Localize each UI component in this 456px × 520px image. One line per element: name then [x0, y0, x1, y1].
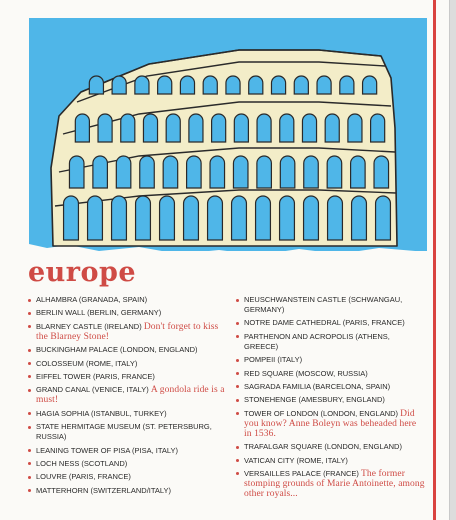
arch-window [280, 114, 294, 142]
arch-window [64, 196, 79, 240]
landmark-name: MATTERHORN (SWITZERLAND/ITALY) [36, 485, 171, 495]
arch-window [143, 114, 157, 142]
landmark-item [28, 472, 226, 482]
arch-window [116, 156, 131, 188]
landmark-name: BERLIN WALL (BERLIN, GERMANY) [36, 308, 162, 318]
arch-window [189, 114, 203, 142]
arch-window [352, 196, 367, 240]
arch-window [158, 76, 172, 94]
landmark-item [28, 385, 226, 405]
landmark-item [28, 295, 226, 305]
arch-window [257, 156, 272, 188]
landmark-list-right [236, 295, 426, 502]
landmark-name: TOWER OF LONDON (LONDON, ENGLAND) [244, 408, 399, 418]
arch-window [325, 114, 339, 142]
landmark-item [236, 442, 426, 452]
landmark-name: STONEHENGE (AMESBURY, ENGLAND) [244, 395, 385, 405]
arch-window [363, 76, 377, 94]
landmark-item [236, 382, 426, 392]
arch-window [121, 114, 135, 142]
arch-window [371, 114, 385, 142]
arch-window [88, 196, 103, 240]
landmark-name: VERSAILLES PALACE (FRANCE) [244, 468, 359, 478]
arch-window [112, 76, 126, 94]
arch-window [203, 76, 217, 94]
arch-window [226, 76, 240, 94]
landmark-item [236, 295, 426, 315]
arch-window [317, 76, 331, 94]
landmark-name: NEUSCHWANSTEIN CASTLE (SCHWANGAU, GERMANY) [244, 295, 403, 314]
arch-window [232, 196, 247, 240]
landmark-name: SAGRADA FAMILIA (BARCELONA, SPAIN) [244, 381, 391, 391]
handwritten-note: Don't forget to kiss the Blarney Stone! [36, 321, 219, 342]
arch-window [160, 196, 175, 240]
landmark-item [28, 459, 226, 469]
landmark-name: VATICAN CITY (ROME, ITALY) [244, 455, 348, 465]
landmark-item [236, 369, 426, 379]
landmark-item [236, 409, 426, 439]
landmark-name: LOCH NESS (SCOTLAND) [36, 458, 128, 468]
landmark-name: NOTRE DAME CATHEDRAL (PARIS, FRANCE) [244, 318, 405, 328]
landmark-name: BLARNEY CASTLE (IRELAND) [36, 321, 142, 331]
landmark-name: GRAND CANAL (VENICE, ITALY) [36, 385, 149, 395]
arch-window [257, 114, 271, 142]
landmark-item [28, 372, 226, 382]
arch-window [234, 114, 248, 142]
page-edge-rule [433, 0, 436, 520]
landmark-item [236, 355, 426, 365]
landmark-item [236, 395, 426, 405]
landmark-item [28, 422, 226, 442]
handwritten-note: Did you know? Anne Boleyn was beheaded here in 1536. [244, 408, 417, 439]
colosseum-illustration [29, 18, 427, 262]
arch-window [233, 156, 248, 188]
section-title: europe [28, 257, 137, 288]
arch-window [135, 76, 149, 94]
landmark-item [236, 318, 426, 328]
landmark-name: EIFFEL TOWER (PARIS, FRANCE) [36, 371, 155, 381]
landmark-item [28, 486, 226, 496]
arch-window [280, 196, 295, 240]
arch-window [351, 156, 366, 188]
landmark-name: BUCKINGHAM PALACE (LONDON, ENGLAND) [36, 345, 198, 355]
arch-window [166, 114, 180, 142]
arch-window [294, 76, 308, 94]
arch-window [304, 196, 319, 240]
arch-window [140, 156, 155, 188]
arch-window [376, 196, 391, 240]
arch-window [256, 196, 271, 240]
landmark-name: RED SQUARE (MOSCOW, RUSSIA) [244, 368, 368, 378]
landmark-item [28, 359, 226, 369]
landmark-item [236, 456, 426, 466]
landmark-item [236, 332, 426, 352]
arch-window [304, 156, 319, 188]
arch-window [180, 76, 194, 94]
landmark-name: LOUVRE (PARIS, FRANCE) [36, 472, 131, 482]
landmark-name: HAGIA SOPHIA (ISTANBUL, TURKEY) [36, 408, 167, 418]
arch-window [187, 156, 202, 188]
landmark-name: STATE HERMITAGE MUSEUM (ST. PETERSBURG, RUSSIA) [36, 422, 212, 442]
arch-window [98, 114, 112, 142]
landmark-item [28, 345, 226, 355]
arch-window [184, 196, 199, 240]
arch-window [374, 156, 389, 188]
arch-window [75, 114, 89, 142]
arch-window [112, 196, 127, 240]
landmark-name: LEANING TOWER OF PISA (PISA, ITALY) [36, 445, 178, 455]
arch-window [340, 76, 354, 94]
arch-window [208, 196, 223, 240]
arch-window [136, 196, 151, 240]
arch-window [212, 114, 226, 142]
arch-window [69, 156, 84, 188]
arch-window [89, 76, 103, 94]
landmark-item [28, 322, 226, 342]
landmark-name: ALHAMBRA (GRANADA, SPAIN) [36, 295, 148, 304]
landmark-name: TRAFALGAR SQUARE (LONDON, ENGLAND) [244, 442, 402, 452]
arch-window [93, 156, 108, 188]
handwritten-note: A gondola ride is a must! [36, 385, 225, 406]
landmark-name: POMPEII (ITALY) [244, 355, 303, 365]
arch-window [327, 156, 342, 188]
arch-window [249, 76, 263, 94]
arch-window [210, 156, 225, 188]
handwritten-note: The former stomping grounds of Marie Antoinette, among other royals... [244, 468, 425, 499]
arch-window [280, 156, 295, 188]
landmark-item [236, 469, 426, 499]
arch-window [163, 156, 178, 188]
landmark-item [28, 409, 226, 419]
landmark-name: COLOSSEUM (ROME, ITALY) [36, 358, 138, 368]
arch-window [348, 114, 362, 142]
arch-window [302, 114, 316, 142]
landmark-list-left [28, 295, 226, 499]
landmark-item [28, 446, 226, 456]
landmark-name: PARTHENON AND ACROPOLIS (ATHENS, GREECE) [244, 331, 390, 351]
arch-window [328, 196, 343, 240]
landmark-item [28, 308, 226, 318]
arch-window [271, 76, 285, 94]
